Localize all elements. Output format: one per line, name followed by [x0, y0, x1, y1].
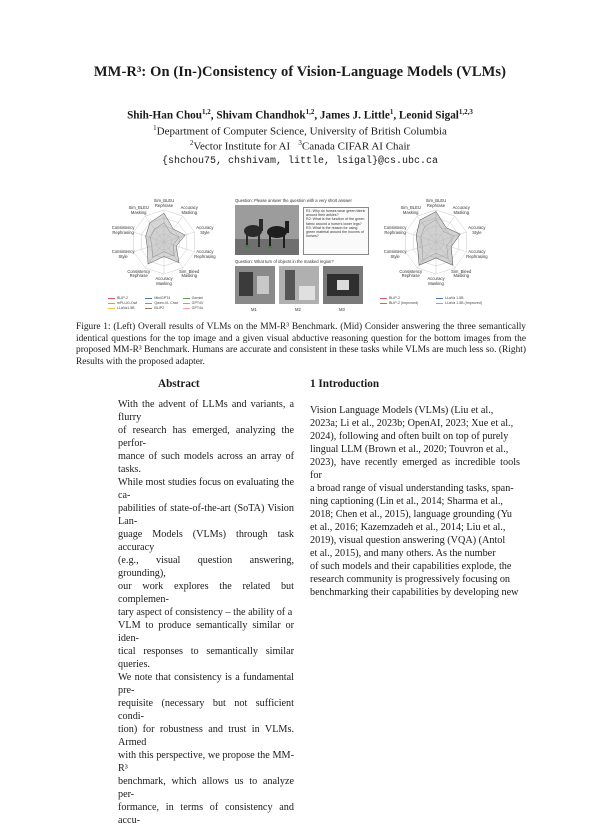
legend-label: MiniGPT4: [154, 296, 171, 300]
text-line: Vision Language Models (VLMs) (Liu et al.,: [310, 405, 494, 416]
rephrased-question-3: R3: What is the reason for using green material around the hooves of horses?: [306, 225, 364, 239]
text-line: mance of such models across an array of tasks.: [118, 451, 294, 475]
author-affiliation-marker: 1,2: [305, 108, 315, 116]
text-line: We note that consistency is a fundamental pre-: [118, 672, 294, 696]
legend-entry: [183, 306, 203, 310]
introduction-heading: 1 Introduction: [310, 378, 380, 390]
text-line: a broad range of visual understanding tasks, span-: [310, 483, 514, 494]
text-line: research community is progressively focusing on: [310, 574, 511, 585]
radar-axis-label: Accuracy Rephrasing: [194, 249, 216, 259]
legend-label: BLIP-2 (Improved): [389, 301, 419, 305]
radar-axis-label: Sim_BLEU Masking: [400, 205, 421, 216]
text-line: our work explores the related but complemen-: [118, 581, 294, 605]
image-label-m1: M1: [251, 307, 257, 312]
text-line: With the advent of LLMs and variants, a flurry: [118, 399, 294, 423]
left-radar-chart: [104, 192, 224, 314]
text-line: benchmark, which allows us to analyze per-: [118, 776, 294, 800]
text-line: (e.g., visual question answering, grounding),: [118, 555, 294, 579]
text-line: lingual LLM (Brown et al., 2020; Touvron et al.,: [310, 444, 509, 455]
legend-entry: [145, 306, 164, 310]
rephrased-question-1: R1: Why do horses wear green fabric around their ankles?: [306, 209, 366, 218]
affiliation-marker: 1: [153, 124, 157, 132]
legend-label: Qwen-VL Chat: [154, 301, 178, 305]
question-top: Question: Please answer the question with a very short answer: [235, 198, 352, 203]
introduction-body: [310, 404, 520, 599]
legend-swatch: [145, 308, 152, 309]
text-line: 2019), visual question answering (VQA) (Antol: [310, 535, 506, 546]
horses-image: [235, 205, 299, 255]
legend-swatch: [108, 298, 115, 299]
affiliation-marker: 3: [298, 139, 302, 147]
text-line: et al., 2015), and many others. As the number: [310, 548, 496, 559]
legend-swatch: [145, 298, 152, 299]
radar-axis-label: Consistency Rephrasing: [111, 224, 135, 235]
author-name: Shivam Chandhok: [216, 109, 306, 122]
legend-label: LLaVa 1.5B (Improved): [445, 301, 482, 305]
abstract-heading: Abstract: [158, 378, 200, 390]
author-name: Leonid Sigal: [398, 109, 459, 122]
affiliation: Department of Computer Science, University of British Columbia: [156, 125, 447, 138]
radar-axis-label: Accuracy Style: [468, 224, 486, 235]
radar-axis-label: Accuracy Style: [196, 224, 214, 235]
affiliation: Canada CIFAR AI Chair: [301, 140, 411, 153]
text-line: guage Models (VLMs) through task accuracy: [118, 529, 294, 553]
radar-axis-label: Consistency Rephrase: [127, 268, 151, 279]
author-list: Shih-Han Chou$^{1,2}$, Shivam Chandhok$^{1,2}$, James J. Little$^1$, Leonid Sigal$^{1,2,3}$: [127, 108, 473, 122]
text-line: 2023a; Li et al., 2023b; OpenAI, 2023; Xue et al.,: [310, 418, 514, 429]
text-line: 2024), following and often built on top of purely: [310, 431, 509, 442]
text-line: tion) for robustness and trust in VLMs. Armed: [118, 724, 294, 748]
affiliation-line-2: [0, 139, 600, 153]
legend-entry: [436, 301, 482, 305]
legend-label: BLIP-2: [389, 296, 400, 300]
rephrased-questions-box: [303, 207, 369, 255]
author-emails: {shchou75, chshivam, little, lsigal}@cs.ubc.ca: [161, 156, 439, 167]
text-line: pabilities of state-of-the-art (SoTA) Vision Lan-: [118, 503, 294, 527]
legend-entry: [145, 296, 170, 300]
legend-label: GPT4o: [191, 306, 204, 310]
radar-axis-label: Sim_BLEU Rephrase: [153, 198, 175, 208]
legend-label: mPLUG-Owl: [117, 301, 138, 305]
legend-entry: [436, 296, 464, 300]
figure-caption: Figure 1: (Left) Overall results of VLMs on the MM-R³ Benchmark. (Mid) Consider answering the three semantically identical questions for the top image and a given visual abductive reasoning question for the bottom images from the proposed MM-R³ Benchmark. Humans are accurate and consistent in these tasks while VLMs are much less so. (Right) Results with the proposed adapter.: [76, 322, 526, 367]
radar-axis-label: Accuracy Masking: [180, 205, 198, 216]
text-line: of such models and their capabilities explode, the: [310, 561, 512, 572]
legend-entry: [380, 301, 418, 305]
text-line: 2018; Chen et al., 2015), language grounding (Yu: [310, 509, 513, 520]
legend-label: LLaVa 1.5B: [445, 296, 464, 300]
radar-axis-label: Accuracy Masking: [452, 205, 470, 216]
masked-image-1: [235, 266, 275, 304]
text-line: ning captioning (Lin et al., 2014; Sharma et al.,: [310, 496, 503, 507]
legend-entry: [183, 301, 204, 305]
legend-entry: [108, 306, 135, 310]
text-line: with this perspective, we propose the MM-R³: [118, 750, 294, 774]
radar-axis-label: Accuracy Masking: [427, 276, 445, 286]
legend-label: BLIP-2: [117, 296, 128, 300]
text-line: tical responses to semantically similar queries.: [118, 646, 294, 670]
author-name: James J. Little: [319, 109, 390, 122]
text-line: benchmarking their capabilities by developing new: [310, 587, 519, 598]
legend-entry: [108, 296, 128, 300]
legend-swatch: [436, 303, 443, 304]
text-line: of research has emerged, analyzing the perfor-: [118, 425, 294, 449]
text-line: tary aspect of consistency – the ability of a: [118, 607, 293, 618]
image-label-m2: M2: [295, 307, 301, 312]
affiliation-marker: 2: [189, 139, 194, 147]
legend-swatch: [145, 303, 152, 304]
legend-label: GPT4V: [191, 301, 204, 305]
legend-entry: [108, 301, 137, 305]
legend-entry: [145, 301, 177, 305]
radar-axis-label: Consistency Style: [383, 249, 407, 259]
affiliation: Vector Institute for AI: [193, 140, 291, 153]
legend-swatch: [380, 303, 387, 304]
text-line: VLM to produce semantically similar or iden-: [118, 620, 294, 644]
text-line: formance, in terms of consistency and accu-: [118, 802, 294, 826]
text-line: While most studies focus on evaluating the ca-: [118, 477, 294, 501]
author-affiliation-marker: 1: [389, 108, 394, 116]
legend-entry: [380, 296, 400, 300]
radar-axis-label: Consistency Rephrase: [399, 268, 423, 279]
text-line: requisite (necessary but not sufficient condi-: [118, 698, 294, 722]
author-affiliation-marker: 1,2: [202, 108, 211, 116]
radar-axis-label: Accuracy Masking: [155, 276, 173, 286]
legend-swatch: [183, 303, 190, 304]
radar-axis-label: Sim_Bleed Masking: [451, 268, 472, 279]
author-name: Shih-Han Chou: [127, 109, 202, 122]
radar-axis-label: Sim_BLEU Rephrase: [425, 198, 447, 208]
radar-axis-label: Sim_Bleed Masking: [179, 268, 200, 279]
affiliation-line-1: [0, 124, 600, 138]
radar-axis-label: Consistency Style: [111, 249, 135, 259]
radar-axis-label: Sim_BLEU Masking: [128, 205, 149, 216]
author-affiliation-marker: 1,2,3: [458, 108, 473, 116]
legend-label: BLIP2: [154, 306, 165, 310]
image-label-m3: M3: [339, 307, 345, 312]
radar-axis-label: Consistency Rephrasing: [383, 224, 407, 235]
legend-swatch: [436, 298, 443, 299]
legend-swatch: [183, 308, 190, 309]
figure-1: [104, 192, 496, 314]
text-line: 2023), have recently emerged as incredible tools for: [310, 457, 520, 481]
legend-swatch: [108, 308, 115, 309]
rephrased-question-2: R2: What is the function of the green fabric around a horse's lower legs?: [306, 217, 365, 226]
legend-swatch: [108, 303, 115, 304]
legend-swatch: [183, 298, 190, 299]
legend-label: Gemini: [191, 296, 204, 300]
legend-swatch: [380, 298, 387, 299]
right-radar-chart: [376, 192, 496, 314]
abstract-body: [118, 398, 294, 827]
masked-image-2: [279, 266, 319, 304]
paper-title: MM-R³: On (In-)Consistency of Vision-Language Models (VLMs): [93, 64, 507, 80]
radar-axis-label: Accuracy Rephrasing: [466, 249, 488, 259]
legend-label: LLaVa1.5B: [117, 306, 135, 310]
masked-image-3: [323, 266, 363, 304]
question-bottom: Question: What turn of objects in the masked region?: [235, 259, 334, 264]
example-questions-panel: [231, 192, 369, 314]
text-line: et al., 2016; Kazemzadeh et al., 2014; Liu et al.,: [310, 522, 506, 533]
legend-entry: [183, 296, 203, 300]
